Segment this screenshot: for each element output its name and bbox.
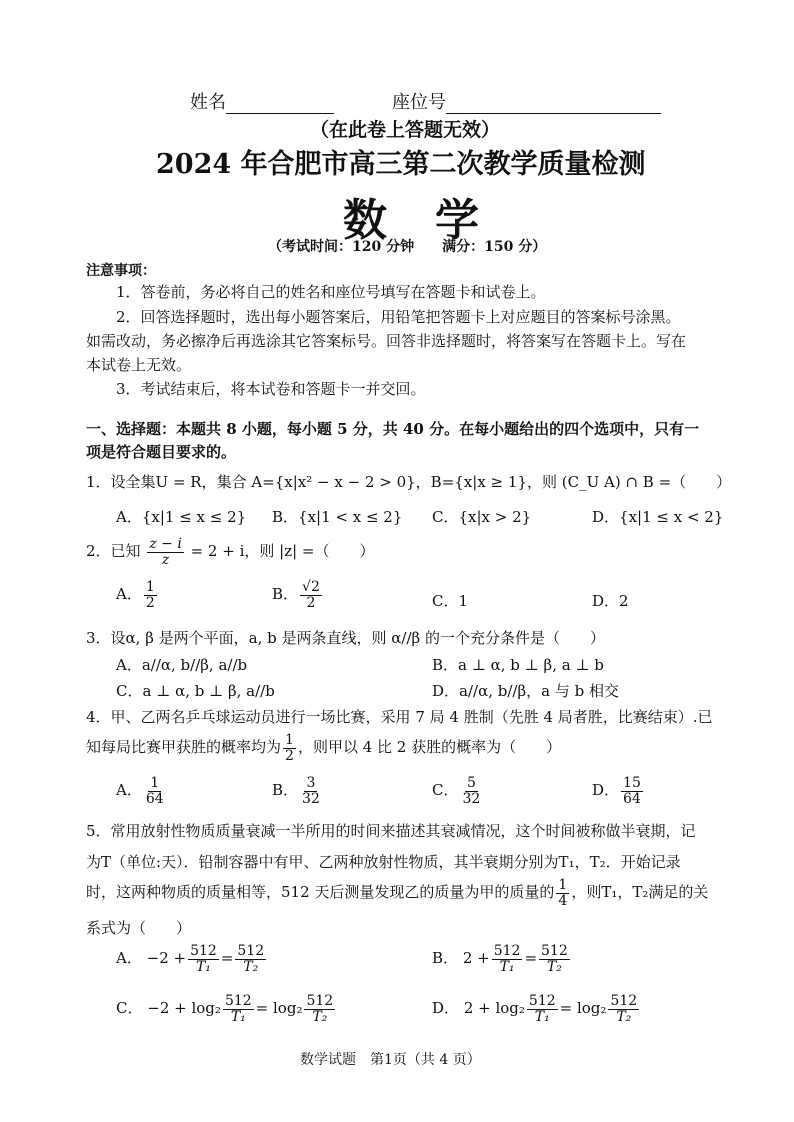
note-item-2-line2: 如需改动，务必擦净后再选涂其它答案标号。回答非选择题时，将答案写在答题卡上。写在: [86, 332, 687, 350]
q2-b-num: √2: [302, 579, 320, 595]
q2-stem: [86, 537, 375, 567]
q4-d-num: 15: [623, 775, 641, 791]
q5-d-label: D．: [432, 999, 460, 1018]
name-blank-line[interactable]: [226, 95, 334, 114]
q5-a-f2-den: T₂: [243, 958, 259, 975]
q1-option-c[interactable]: C．{x|x > 2}: [432, 508, 532, 526]
q5-a-f2-num: 512: [237, 943, 265, 959]
q2-option-b[interactable]: [272, 580, 324, 610]
q5-d-f1-den: T₁: [534, 1008, 550, 1025]
q5-c-eq: = log₂: [255, 999, 303, 1018]
q5-line2: 为T（单位:天）．铅制容器中有甲、乙两种放射性物质，其半衰期分别为T₁，T₂．开始记录: [86, 853, 681, 871]
q1-option-d[interactable]: D．{x|1 ≤ x < 2}: [592, 508, 724, 526]
q5-c-label: C．: [116, 999, 143, 1018]
q4-half-den: 2: [285, 747, 294, 764]
name-label: 姓名: [190, 92, 226, 113]
q5-a-f1-den: T₁: [195, 958, 211, 975]
q4-line2: [86, 733, 561, 763]
q4-line2-pre: 知每局比赛甲获胜的概率均为: [86, 738, 282, 757]
q5-d-frac1: [527, 994, 558, 1024]
q5-c-frac2: [304, 994, 335, 1024]
q5-d-f2-den: T₂: [616, 1008, 632, 1025]
subject-title: 数 学: [343, 195, 481, 246]
q4-b-den: 32: [302, 790, 320, 807]
q3-option-d[interactable]: D．a//α, b//β，a 与 b 相交: [432, 682, 619, 700]
seat-field-row: [392, 88, 661, 114]
q4-option-b[interactable]: [272, 776, 324, 806]
q3-option-b[interactable]: B．a ⊥ α, b ⊥ β, a ⊥ b: [432, 656, 604, 674]
q2-stem-rest: = 2 + i，则 |z| =（ ）: [190, 542, 375, 561]
q5-c-pre: −2 + log₂: [147, 999, 221, 1018]
q4-a-fraction: [144, 776, 166, 806]
section1-line1: 一、选择题：本题共 8 小题，每小题 5 分，共 40 分。在每小题给出的四个选项中，只有一: [86, 420, 700, 438]
q5-d-frac2: [608, 994, 639, 1024]
q4-line2-post: ，则甲以 4 比 2 获胜的概率为（ ）: [297, 738, 562, 757]
q4-half-num: 1: [285, 732, 294, 748]
q5-b-label: B．: [432, 949, 459, 968]
q5-a-f1-num: 512: [190, 943, 217, 959]
q4-line1: 4．甲、乙两名乒乓球运动员进行一场比赛，采用 7 局 4 胜制（先胜 4 局者胜，比赛结束）.已: [86, 708, 713, 726]
q2-a-num: 1: [145, 579, 155, 595]
q5-a-frac1: [188, 944, 219, 974]
seat-label: 座位号: [392, 92, 446, 113]
q2-frac-den: z: [161, 551, 170, 568]
q3-stem: 3．设α, β 是两个平面，a, b 是两条直线，则 α//β 的一个充分条件是（ ）: [86, 629, 605, 647]
q4-option-d[interactable]: [592, 776, 645, 806]
q5-b-frac1: [492, 944, 523, 974]
q5-d-f1-num: 512: [528, 993, 556, 1009]
q4-b-label: B．: [272, 781, 299, 800]
q5-a-pre: −2 +: [146, 949, 187, 968]
exam-title: 2024 年合肥市高三第二次教学质量检测: [156, 149, 646, 180]
q5-c-f1-num: 512: [224, 993, 252, 1009]
notes-heading: 注意事项：: [86, 263, 156, 279]
q5-line3: [86, 878, 708, 908]
q5-quarter-den: 4: [558, 892, 568, 909]
q2-stem-start: 2．已知: [86, 542, 141, 561]
q5-d-f2-num: 512: [610, 993, 638, 1009]
q5-c-f2-num: 512: [306, 993, 334, 1009]
q2-option-d[interactable]: D．2: [592, 592, 629, 610]
q1-stem: 1．设全集U = R，集合 A={x|x² − x − 2 > 0}，B={x|x ≥ 1}，则 (C_U A) ∩ B =（ ）: [86, 473, 732, 491]
q5-d-pre: 2 + log₂: [463, 999, 525, 1018]
q4-b-fraction: [300, 776, 322, 806]
q1-option-a[interactable]: A．{x|1 ≤ x ≤ 2}: [116, 508, 247, 526]
q2-b-fraction: [300, 580, 322, 610]
q4-b-num: 3: [306, 775, 316, 791]
q5-b-f1-den: T₁: [499, 958, 515, 975]
q4-half-fraction: [283, 733, 296, 763]
q4-c-label: C．: [432, 781, 459, 800]
seat-blank-line[interactable]: [446, 95, 661, 114]
q5-b-pre: 2 +: [462, 949, 490, 968]
q5-b-f2-num: 512: [541, 943, 568, 959]
q2-fraction: [147, 537, 183, 567]
note-item-2-line3: 本试卷上无效。: [86, 356, 192, 374]
q2-b-label: B．: [272, 585, 299, 604]
q4-a-label: A．: [116, 781, 142, 800]
exam-time-info: （考试时间：120 分钟 满分：150 分）: [268, 239, 547, 255]
note-item-1: 1．答卷前，务必将自己的姓名和座位号填写在答题卡和试卷上。: [116, 283, 546, 301]
q5-line1: 5．常用放射性物质质量衰减一半所用的时间来描述其衰减情况，这个时间被称做半衰期，记: [86, 822, 696, 840]
q1-option-b[interactable]: B．{x|1 < x ≤ 2}: [272, 508, 403, 526]
q3-option-c[interactable]: C．a ⊥ α, b ⊥ β, a//b: [116, 682, 275, 700]
q5-c-f1-den: T₁: [230, 1008, 246, 1025]
q5-d-eq: = log₂: [559, 999, 607, 1018]
q2-option-a[interactable]: [116, 580, 159, 610]
q3-option-a[interactable]: A．a//α, b//β, a//b: [116, 656, 248, 674]
q2-a-label: A．: [116, 585, 142, 604]
q5-b-f2-den: T₂: [546, 958, 562, 975]
q5-b-f1-num: 512: [493, 943, 521, 959]
q4-d-label: D．: [592, 781, 620, 800]
q4-c-fraction: [460, 776, 482, 806]
q5-a-label: A．: [116, 949, 142, 968]
q5-c-f2-den: T₂: [312, 1008, 328, 1025]
q5-b-eq: =: [524, 949, 538, 968]
invalid-note: （在此卷上答题无效）: [310, 119, 501, 141]
section1-line2: 项是符合题目要求的。: [86, 443, 237, 461]
q5-quarter-fraction: [556, 878, 569, 908]
q4-c-den: 32: [462, 790, 481, 807]
q5-line3-pre: 时，这两种物质的质量相等，512 天后测量发现乙的质量为甲的质量的: [86, 883, 555, 902]
q4-a-den: 64: [145, 790, 164, 807]
q2-b-den: 2: [306, 594, 316, 611]
q4-d-den: 64: [623, 790, 641, 807]
q4-option-a[interactable]: [116, 776, 168, 806]
q5-option-c[interactable]: [116, 994, 337, 1024]
q5-a-frac2: [235, 944, 266, 974]
name-field-row: [190, 88, 334, 114]
q5-a-eq: =: [220, 949, 234, 968]
q5-c-frac1: [223, 994, 254, 1024]
q5-option-b[interactable]: [432, 944, 572, 974]
q5-quarter-num: 1: [558, 877, 568, 893]
q4-option-c[interactable]: [432, 776, 484, 806]
q4-d-fraction: [621, 776, 643, 806]
q4-c-num: 5: [466, 775, 476, 791]
q4-a-num: 1: [150, 775, 160, 791]
q5-option-a[interactable]: [116, 944, 268, 974]
q2-a-den: 2: [145, 594, 155, 611]
note-item-3: 3．考试结束后，将本试卷和答题卡一并交回。: [116, 380, 426, 398]
q5-option-d[interactable]: [432, 994, 641, 1024]
q5-b-frac2: [539, 944, 570, 974]
q2-frac-num: z − i: [149, 536, 182, 552]
q2-option-c[interactable]: C．1: [432, 592, 469, 610]
q5-line3-post: ，则T₁，T₂满足的关: [571, 883, 709, 902]
q2-a-fraction: [144, 580, 157, 610]
q5-line4: 系式为（ ）: [86, 919, 192, 937]
page-footer: 数学试题 第1页（共 4 页）: [300, 1052, 481, 1068]
note-item-2-line1: 2．回答选择题时，选出每小题答案后，用铅笔把答题卡上对应题目的答案标号涂黑。: [116, 308, 681, 326]
